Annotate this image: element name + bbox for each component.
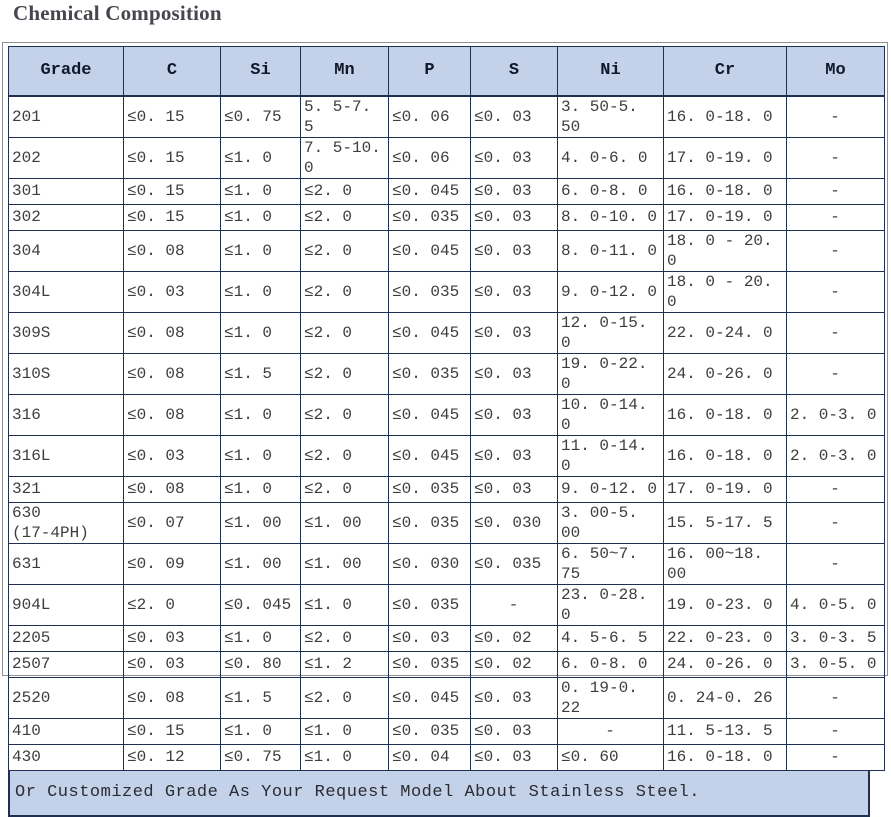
value-cell: ≤0. 045 [389, 435, 471, 476]
column-header-cr: Cr [664, 47, 787, 96]
value-cell: ≤1. 0 [221, 312, 301, 353]
chemical-composition-table [8, 46, 885, 771]
table-row [9, 543, 885, 584]
value-cell: - [787, 96, 885, 138]
value-cell: ≤2. 0 [301, 435, 389, 476]
value-cell: 10. 0-14. 0 [558, 394, 664, 435]
table-row [9, 584, 885, 625]
value-cell: ≤2. 0 [301, 476, 389, 502]
value-cell: ≤1. 00 [301, 543, 389, 584]
column-header-s: S [471, 47, 558, 96]
value-cell: ≤0. 03 [124, 271, 221, 312]
value-cell: 15. 5-17. 5 [664, 502, 787, 543]
value-cell: ≤0. 03 [471, 204, 558, 230]
value-cell: 17. 0-19. 0 [664, 137, 787, 178]
value-cell: ≤0. 045 [221, 584, 301, 625]
value-cell: ≤0. 03 [471, 718, 558, 744]
value-cell: ≤0. 03 [389, 625, 471, 651]
value-cell: ≤0. 07 [124, 502, 221, 543]
value-cell: 2. 0-3. 0 [787, 435, 885, 476]
column-header-mn: Mn [301, 47, 389, 96]
value-cell: ≤0. 045 [389, 178, 471, 204]
grade-cell: 2520 [9, 677, 124, 718]
value-cell: ≤2. 0 [124, 584, 221, 625]
value-cell: ≤0. 045 [389, 312, 471, 353]
value-cell: 6. 0-8. 0 [558, 651, 664, 677]
value-cell: ≤0. 80 [221, 651, 301, 677]
grade-cell: 304 [9, 230, 124, 271]
grade-cell: 2205 [9, 625, 124, 651]
value-cell: ≤2. 0 [301, 312, 389, 353]
table-row [9, 271, 885, 312]
value-cell: ≤0. 06 [389, 96, 471, 138]
composition-table-container [8, 46, 885, 817]
value-cell: - [787, 502, 885, 543]
table-row [9, 353, 885, 394]
value-cell: ≤0. 03 [471, 96, 558, 138]
page-title: Chemical Composition [13, 1, 222, 25]
table-row [9, 230, 885, 271]
grade-cell: 2507 [9, 651, 124, 677]
value-cell: ≤0. 08 [124, 677, 221, 718]
value-cell: ≤0. 03 [471, 476, 558, 502]
value-cell: ≤2. 0 [301, 394, 389, 435]
value-cell: 6. 50~7. 75 [558, 543, 664, 584]
value-cell: - [787, 476, 885, 502]
value-cell: ≤0. 03 [471, 230, 558, 271]
table-row [9, 96, 885, 138]
value-cell: 24. 0-26. 0 [664, 353, 787, 394]
value-cell: 8. 0-10. 0 [558, 204, 664, 230]
value-cell: - [787, 137, 885, 178]
value-cell: ≤2. 0 [301, 625, 389, 651]
column-header-ni: Ni [558, 47, 664, 96]
table-row [9, 625, 885, 651]
value-cell: 3. 0-5. 0 [787, 651, 885, 677]
grade-cell: 316L [9, 435, 124, 476]
footer-note-text: Or Customized Grade As Your Request Model About Stainless Steel. [15, 783, 700, 802]
table-header-row [9, 47, 885, 96]
table-row [9, 312, 885, 353]
value-cell: ≤1. 00 [221, 502, 301, 543]
value-cell: ≤1. 0 [301, 744, 389, 770]
value-cell: ≤0. 03 [471, 137, 558, 178]
value-cell: - [787, 677, 885, 718]
value-cell: 4. 5-6. 5 [558, 625, 664, 651]
value-cell: ≤0. 045 [389, 394, 471, 435]
grade-cell: 410 [9, 718, 124, 744]
grade-cell: 630 (17-4PH) [9, 502, 124, 543]
value-cell: ≤1. 5 [221, 353, 301, 394]
grade-cell: 202 [9, 137, 124, 178]
value-cell: ≤1. 0 [221, 271, 301, 312]
value-cell: 18. 0 - 20. 0 [664, 230, 787, 271]
value-cell: - [558, 718, 664, 744]
value-cell: ≤0. 030 [389, 543, 471, 584]
value-cell: - [471, 584, 558, 625]
value-cell: 22. 0-24. 0 [664, 312, 787, 353]
value-cell: ≤1. 0 [221, 476, 301, 502]
value-cell: 4. 0-6. 0 [558, 137, 664, 178]
value-cell: 6. 0-8. 0 [558, 178, 664, 204]
value-cell: ≤0. 08 [124, 476, 221, 502]
value-cell: ≤0. 035 [389, 353, 471, 394]
value-cell: ≤0. 035 [389, 271, 471, 312]
value-cell: 17. 0-19. 0 [664, 476, 787, 502]
value-cell: ≤1. 0 [221, 178, 301, 204]
table-row [9, 204, 885, 230]
column-header-grade: Grade [9, 47, 124, 96]
value-cell: 5. 5-7. 5 [301, 96, 389, 138]
value-cell: ≤0. 08 [124, 230, 221, 271]
value-cell: ≤1. 0 [301, 584, 389, 625]
value-cell: ≤0. 03 [471, 271, 558, 312]
value-cell: 0. 19-0. 22 [558, 677, 664, 718]
value-cell: ≤0. 06 [389, 137, 471, 178]
value-cell: 16. 00~18. 00 [664, 543, 787, 584]
value-cell: ≤2. 0 [301, 230, 389, 271]
value-cell: - [787, 271, 885, 312]
value-cell: 3. 50-5. 50 [558, 96, 664, 138]
value-cell: 9. 0-12. 0 [558, 476, 664, 502]
value-cell: 4. 0-5. 0 [787, 584, 885, 625]
table-row [9, 718, 885, 744]
value-cell: 16. 0-18. 0 [664, 435, 787, 476]
column-header-mo: Mo [787, 47, 885, 96]
value-cell: ≤0. 045 [389, 677, 471, 718]
value-cell: ≤2. 0 [301, 204, 389, 230]
grade-cell: 316 [9, 394, 124, 435]
value-cell: ≤0. 02 [471, 625, 558, 651]
value-cell: 16. 0-18. 0 [664, 178, 787, 204]
value-cell: ≤0. 03 [471, 178, 558, 204]
value-cell: - [787, 353, 885, 394]
grade-cell: 304L [9, 271, 124, 312]
grade-cell: 301 [9, 178, 124, 204]
value-cell: - [787, 178, 885, 204]
value-cell: ≤0. 030 [471, 502, 558, 543]
value-cell: 0. 24-0. 26 [664, 677, 787, 718]
value-cell: 8. 0-11. 0 [558, 230, 664, 271]
grade-cell: 201 [9, 96, 124, 138]
value-cell: ≤0. 08 [124, 394, 221, 435]
value-cell: ≤1. 0 [221, 435, 301, 476]
value-cell: ≤0. 03 [124, 625, 221, 651]
value-cell: ≤0. 03 [124, 435, 221, 476]
value-cell: ≤1. 0 [221, 394, 301, 435]
value-cell: - [787, 204, 885, 230]
table-row [9, 435, 885, 476]
grade-cell: 321 [9, 476, 124, 502]
value-cell: ≤2. 0 [301, 677, 389, 718]
value-cell: ≤0. 03 [124, 651, 221, 677]
value-cell: ≤0. 03 [471, 677, 558, 718]
value-cell: ≤0. 08 [124, 312, 221, 353]
value-cell: 11. 5-13. 5 [664, 718, 787, 744]
grade-cell: 631 [9, 543, 124, 584]
value-cell: 3. 00-5. 00 [558, 502, 664, 543]
value-cell: ≤0. 15 [124, 178, 221, 204]
value-cell: ≤1. 2 [301, 651, 389, 677]
grade-cell: 302 [9, 204, 124, 230]
value-cell: ≤0. 15 [124, 96, 221, 138]
value-cell: ≤0. 03 [471, 435, 558, 476]
value-cell: 2. 0-3. 0 [787, 394, 885, 435]
value-cell: ≤0. 75 [221, 96, 301, 138]
grade-cell: 904L [9, 584, 124, 625]
footer-note-bar [8, 771, 870, 817]
value-cell: ≤0. 035 [389, 718, 471, 744]
value-cell: 18. 0 - 20. 0 [664, 271, 787, 312]
value-cell: 19. 0-22. 0 [558, 353, 664, 394]
column-header-si: Si [221, 47, 301, 96]
value-cell: ≤1. 00 [221, 543, 301, 584]
value-cell: ≤0. 03 [471, 394, 558, 435]
value-cell: ≤0. 03 [471, 744, 558, 770]
value-cell: ≤1. 0 [221, 137, 301, 178]
value-cell: ≤0. 15 [124, 137, 221, 178]
value-cell: 24. 0-26. 0 [664, 651, 787, 677]
table-row [9, 394, 885, 435]
value-cell: 12. 0-15. 0 [558, 312, 664, 353]
value-cell: ≤0. 15 [124, 204, 221, 230]
value-cell: ≤1. 0 [221, 204, 301, 230]
value-cell: ≤0. 035 [389, 502, 471, 543]
value-cell: 7. 5-10. 0 [301, 137, 389, 178]
value-cell: ≤0. 04 [389, 744, 471, 770]
value-cell: ≤0. 035 [389, 476, 471, 502]
grade-cell: 309S [9, 312, 124, 353]
table-row [9, 502, 885, 543]
value-cell: ≤0. 045 [389, 230, 471, 271]
value-cell: 16. 0-18. 0 [664, 744, 787, 770]
value-cell: ≤1. 5 [221, 677, 301, 718]
value-cell: 3. 0-3. 5 [787, 625, 885, 651]
value-cell: ≤0. 15 [124, 718, 221, 744]
column-header-c: C [124, 47, 221, 96]
value-cell: ≤0. 12 [124, 744, 221, 770]
grade-cell: 310S [9, 353, 124, 394]
table-row [9, 476, 885, 502]
value-cell: ≤1. 0 [301, 718, 389, 744]
table-row [9, 651, 885, 677]
value-cell: 11. 0-14. 0 [558, 435, 664, 476]
value-cell: 9. 0-12. 0 [558, 271, 664, 312]
value-cell: ≤1. 00 [301, 502, 389, 543]
value-cell: ≤0. 035 [389, 204, 471, 230]
value-cell: - [787, 543, 885, 584]
value-cell: ≤0. 03 [471, 353, 558, 394]
value-cell: ≤0. 035 [389, 651, 471, 677]
value-cell: ≤0. 09 [124, 543, 221, 584]
value-cell: ≤0. 02 [471, 651, 558, 677]
table-row [9, 744, 885, 770]
value-cell: ≤1. 0 [221, 625, 301, 651]
value-cell: - [787, 718, 885, 744]
value-cell: ≤2. 0 [301, 271, 389, 312]
value-cell: ≤2. 0 [301, 353, 389, 394]
column-header-p: P [389, 47, 471, 96]
value-cell: ≤1. 0 [221, 230, 301, 271]
value-cell: 19. 0-23. 0 [664, 584, 787, 625]
value-cell: ≤1. 0 [221, 718, 301, 744]
value-cell: ≤0. 60 [558, 744, 664, 770]
value-cell: 16. 0-18. 0 [664, 394, 787, 435]
value-cell: ≤0. 035 [389, 584, 471, 625]
value-cell: 23. 0-28. 0 [558, 584, 664, 625]
value-cell: ≤0. 75 [221, 744, 301, 770]
value-cell: 17. 0-19. 0 [664, 204, 787, 230]
value-cell: - [787, 744, 885, 770]
table-row [9, 178, 885, 204]
value-cell: 22. 0-23. 0 [664, 625, 787, 651]
table-row [9, 137, 885, 178]
value-cell: - [787, 230, 885, 271]
table-row [9, 677, 885, 718]
value-cell: - [787, 312, 885, 353]
value-cell: ≤0. 035 [471, 543, 558, 584]
value-cell: ≤0. 03 [471, 312, 558, 353]
value-cell: 16. 0-18. 0 [664, 96, 787, 138]
value-cell: ≤0. 08 [124, 353, 221, 394]
grade-cell: 430 [9, 744, 124, 770]
value-cell: ≤2. 0 [301, 178, 389, 204]
